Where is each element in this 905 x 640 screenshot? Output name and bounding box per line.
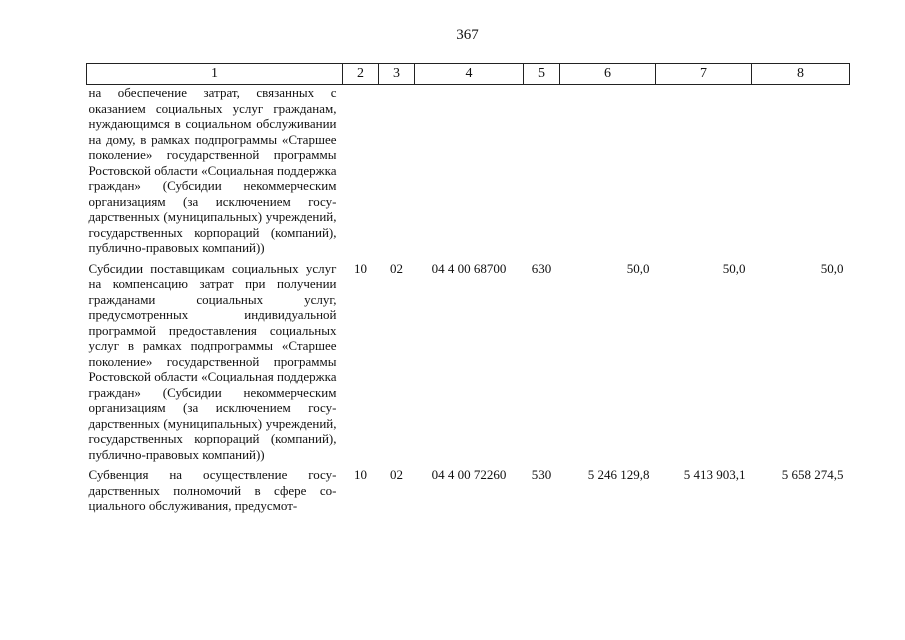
row-subsection: 02 bbox=[390, 260, 403, 276]
row-amount-col6: 50,0 bbox=[626, 260, 650, 276]
header-cell-4: 4 bbox=[415, 64, 524, 85]
row-description: Субсидии поставщикам социальных услуг на компенсацию затрат при получении гражданами социальных услуг, предусмотренных индивидуальной программой предоставления социальных услуг в рамках подпрограммы «Старшее поколение» государственной программы Ростовской области «Социальная поддержка граждан» (Субсидии некоммерческим организациям (за исключением государственных (муниципальных) учреждений, государственных корпораций (компаний), публично-правовых компаний)) bbox=[88, 260, 337, 462]
row-expense-type bbox=[524, 85, 560, 256]
header-cell-2: 2 bbox=[343, 64, 379, 85]
table-header bbox=[87, 64, 850, 85]
row-amount-col8: 50,0 bbox=[820, 260, 844, 276]
row-amount-col7 bbox=[656, 85, 752, 256]
header-cell-8: 8 bbox=[752, 64, 850, 85]
row-description: на обеспечение затрат, связанных с оказанием социальных услуг гражданам, нуждающимся в социальном обслуживании на дому, в рамках подпрограммы «Старшее поколение» государственной программы Ростовской области «Социальная поддержка граждан» (Субсидии некоммерческим организациям (за исключением государственных (муниципальных) учреждений, государственных корпораций (компаний), публично-правовых компаний)) bbox=[88, 85, 337, 255]
row-amount-col6 bbox=[560, 85, 656, 256]
row-section bbox=[343, 85, 379, 256]
table-row bbox=[87, 462, 850, 514]
row-amount-col8 bbox=[752, 85, 850, 256]
header-cell-1: 1 bbox=[87, 64, 343, 85]
row-amount-col7: 50,0 bbox=[722, 260, 746, 276]
row-amount-col6: 5 246 129,8 bbox=[587, 467, 650, 482]
row-subsection: 02 bbox=[390, 467, 403, 482]
header-cell-7: 7 bbox=[656, 64, 752, 85]
row-target-article: 04 4 00 72260 bbox=[431, 467, 507, 482]
budget-table bbox=[86, 63, 850, 514]
page-number: 367 bbox=[456, 27, 479, 43]
row-subsection bbox=[379, 85, 415, 256]
row-amount-col7: 5 413 903,1 bbox=[683, 467, 746, 482]
table-row bbox=[87, 85, 850, 256]
row-amount-col8: 5 658 274,5 bbox=[781, 467, 844, 482]
header-cell-3: 3 bbox=[379, 64, 415, 85]
row-section: 10 bbox=[354, 260, 367, 276]
header-row bbox=[87, 64, 850, 85]
row-expense-type: 530 bbox=[531, 467, 552, 482]
row-target-article bbox=[415, 85, 524, 256]
table-row bbox=[87, 256, 850, 463]
row-description: Субвенция на осуществление государственных полномочий в сфере социального обслуживания, предусмот- bbox=[88, 467, 337, 513]
row-expense-type: 630 bbox=[531, 260, 552, 276]
header-cell-5: 5 bbox=[524, 64, 560, 85]
header-cell-6: 6 bbox=[560, 64, 656, 85]
row-section: 10 bbox=[354, 467, 367, 482]
row-target-article: 04 4 00 68700 bbox=[431, 260, 507, 276]
